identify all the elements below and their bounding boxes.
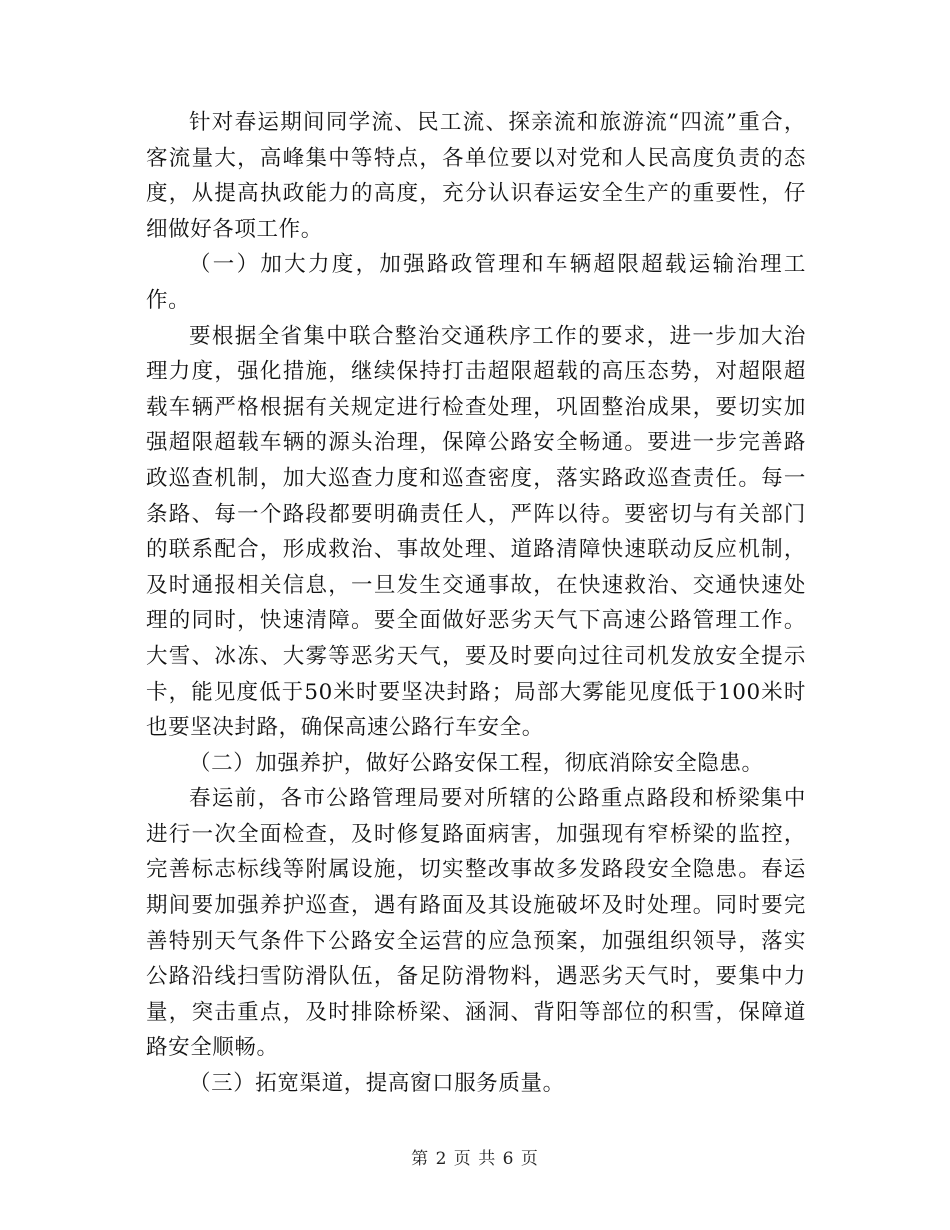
page-number-footer: 第 2 页 共 6 页 [411,1149,539,1169]
section-heading-1: （一）加大力度，加强路政管理和车辆超限超载运输治理工作。 [146,252,806,313]
paragraph-section-2: 春运前，各市公路管理局要对所辖的公路重点路段和桥梁集中进行一次全面检查，及时修复路面病害，加强现有窄桥梁的监控，完善标志标线等附属设施，切实整改事故多发路段安全隐患。春运期间要加强养护巡查，遇有路面及其设施破坏及时处理。同时要完善特别天气条件下公路安全运营的应急预案，加强组织领导，落实公路沿线扫雪防滑队伍，备足防滑物料，遇恶劣天气时，要集中力量，突击重点，及时排除桥梁、涵洞、背阳等部位的积雪，保障道路安全顺畅。 [146,786,806,1061]
section-heading-3: （三）拓宽渠道，提高窗口服务质量。 [189,1071,565,1097]
paragraph-section-1: 要根据全省集中联合整治交通秩序工作的要求，进一步加大治理力度，强化措施，继续保持打击超限超载的高压态势，对超限超载车辆严格根据有关规定进行检查处理，巩固整治成果，要切实加强超限超载车辆的源头治理，保障公路安全畅通。要进一步完善路政巡查机制，加大巡查力度和巡查密度，落实路政巡查责任。每一条路、每一个路段都要明确责任人，严阵以待。要密切与有关部门的联系配合，形成救治、事故处理、道路清障快速联动反应机制，及时通报相关信息，一旦发生交通事故，在快速救治、交通快速处理的同时，快速清障。要全面做好恶劣天气下高速公路管理工作。大雪、冰冻、大雾等恶劣天气，要及时要向过往司机发放安全提示卡，能见度低于50米时要坚决封路；局部大雾能见度低于100米时也要坚决封路，确保高速公路行车安全。 [146,323,806,741]
document-body [146,105,806,1102]
paragraph-intro: 针对春运期间同学流、民工流、探亲流和旅游流“四流”重合，客流量大，高峰集中等特点，各单位要以对党和人民高度负责的态度，从提高执政能力的高度，充分认识春运安全生产的重要性，仔细做好各项工作。 [146,110,806,242]
section-heading-2: （二）加强养护，做好公路安保工程，彻底消除安全隐患。 [189,750,764,776]
